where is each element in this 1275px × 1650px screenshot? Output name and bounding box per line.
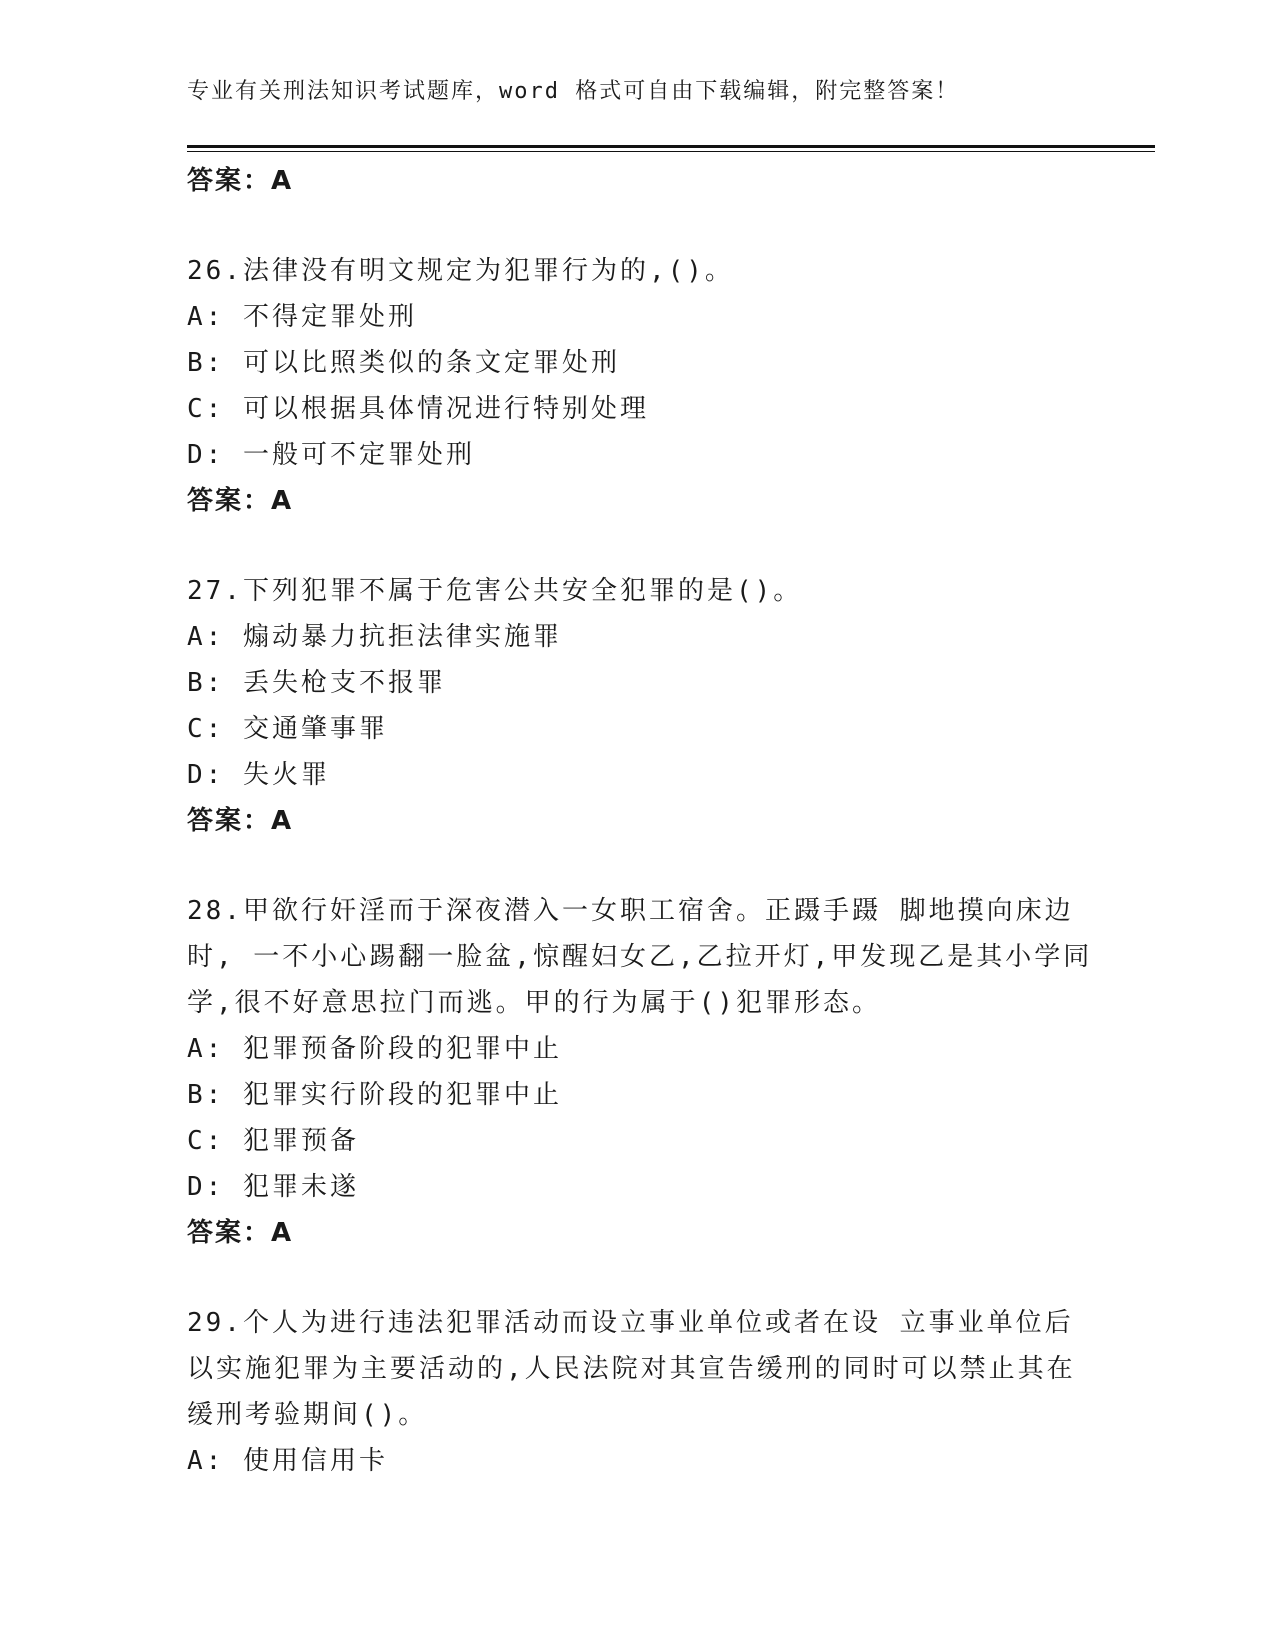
option-a: A: 煽动暴力抗拒法律实施罪 — [187, 622, 562, 652]
option-c: C: 犯罪预备 — [187, 1126, 359, 1156]
question-stem: 27.下列犯罪不属于危害公共安全犯罪的是()。 — [187, 576, 803, 606]
document-body — [187, 158, 1093, 1484]
option-c: C: 可以根据具体情况进行特别处理 — [187, 394, 649, 424]
option-b: B: 丢失枪支不报罪 — [187, 668, 446, 698]
option-a: A: 犯罪预备阶段的犯罪中止 — [187, 1034, 562, 1064]
question-stem: 缓刑考验期间()。 — [187, 1400, 428, 1430]
question-stem: 学,很不好意思拉门而逃。甲的行为属于()犯罪形态。 — [187, 988, 881, 1018]
question-stem: 以实施犯罪为主要活动的,人民法院对其宣告缓刑的同时可以禁止其在 — [187, 1354, 1076, 1384]
option-b: B: 可以比照类似的条文定罪处刑 — [187, 348, 620, 378]
question-stem: 29.个人为进行违法犯罪活动而设立事业单位或者在设 立事业单位后 — [187, 1308, 1074, 1338]
question-stem: 26.法律没有明文规定为犯罪行为的,()。 — [187, 256, 734, 286]
header-rule — [187, 145, 1155, 148]
answer-line: 答案：A — [187, 486, 294, 516]
question-block — [187, 1300, 1087, 1484]
option-c: C: 交通肇事罪 — [187, 714, 388, 744]
option-d: D: 一般可不定罪处刑 — [187, 440, 475, 470]
option-b: B: 犯罪实行阶段的犯罪中止 — [187, 1080, 562, 1110]
page-header: 专业有关刑法知识考试题库，word 格式可自由下载编辑，附完整答案！ — [187, 79, 960, 104]
option-a: A: 不得定罪处刑 — [187, 302, 417, 332]
option-a: A: 使用信用卡 — [187, 1446, 388, 1476]
question-stem: 28.甲欲行奸淫而于深夜潜入一女职工宿舍。正蹑手蹑 脚地摸向床边 — [187, 896, 1074, 926]
option-d: D: 犯罪未遂 — [187, 1172, 359, 1202]
answer-line: 答案：A — [187, 166, 294, 196]
question-block — [187, 248, 1087, 524]
answer-line: 答案：A — [187, 806, 294, 836]
question-block — [187, 888, 1093, 1256]
option-d: D: 失火罪 — [187, 760, 330, 790]
question-stem: 时, 一不小心踢翻一脸盆,惊醒妇女乙,乙拉开灯,甲发现乙是其小学同 — [187, 942, 1093, 972]
answer-line: 答案：A — [187, 1218, 294, 1248]
question-block — [187, 568, 1087, 844]
header-rule-thin — [187, 151, 1155, 152]
